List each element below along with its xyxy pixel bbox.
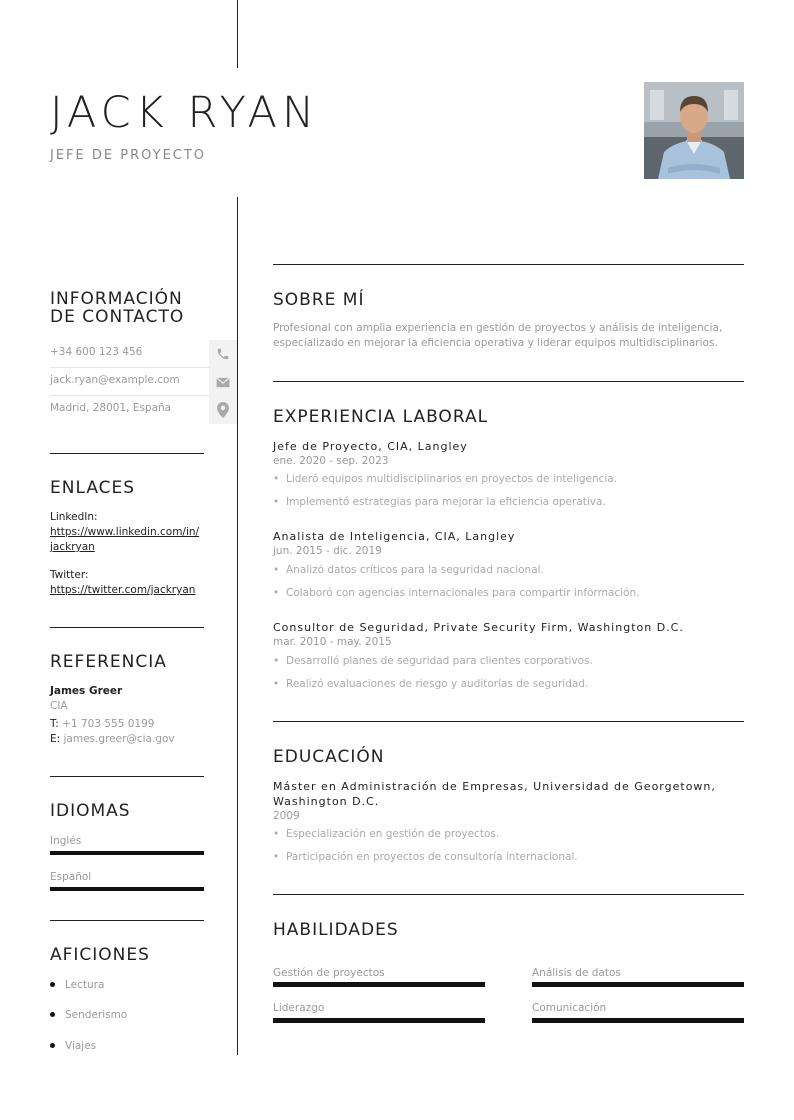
reference-email-label: E: xyxy=(50,733,61,745)
bullet-dot xyxy=(50,1012,55,1017)
linkedin-label: LinkedIn: xyxy=(50,511,98,523)
contact-phone-row xyxy=(50,340,238,368)
twitter-link[interactable]: https://twitter.com/jackryan xyxy=(50,584,196,596)
job-bullet-text: Colaboró con agencias internacionales para compartir información. xyxy=(286,587,640,599)
job-bullet: • Lideró equipos multidisciplinarios en proyectos de inteligencia. xyxy=(273,473,618,485)
candidate-title: JEFE DE PROYECTO xyxy=(50,148,207,163)
job-bullet: • Realizó evaluaciones de riesgo y auditorías de seguridad. xyxy=(273,678,589,690)
section-divider xyxy=(273,721,744,722)
reference-heading: REFERENCIA xyxy=(50,652,167,672)
reference-phone-label: T: xyxy=(50,718,59,730)
contact-email-row xyxy=(50,368,238,396)
section-divider xyxy=(50,776,204,777)
job-bullet-text: Analizó datos críticos para la seguridad nacional. xyxy=(286,564,544,576)
bullet-dot xyxy=(50,982,55,987)
twitter-label: Twitter: xyxy=(50,569,89,581)
profile-photo xyxy=(644,82,744,179)
job-dates: jun. 2015 - dic. 2019 xyxy=(273,545,382,557)
section-divider xyxy=(50,920,204,921)
job-bullet: • Colaboró con agencias internacionales para compartir información. xyxy=(273,587,640,599)
hobby-item xyxy=(50,1040,96,1052)
contact-email: jack.ryan@example.com xyxy=(50,374,180,386)
profile-photo-illustration xyxy=(644,82,744,179)
job-title: Consultor de Seguridad, Private Security Firm, Washington D.C. xyxy=(273,621,684,634)
skill-name: Liderazgo xyxy=(273,1002,325,1014)
contact-address: Madrid, 28001, España xyxy=(50,402,172,414)
candidate-name: JACK RYAN xyxy=(50,88,320,138)
about-heading: SOBRE MÍ xyxy=(273,290,365,310)
education-degree: Máster en Administración de Empresas, Universidad de Georgetown, Washington D.C. xyxy=(273,780,716,808)
education-bullet-text: Especialización en gestión de proyectos. xyxy=(286,828,500,840)
mail-icon xyxy=(209,368,237,396)
skills-heading: HABILIDADES xyxy=(273,920,399,940)
education-bullet: • Participación en proyectos de consultoría internacional. xyxy=(273,851,578,863)
job-bullet: • Analizó datos críticos para la seguridad nacional. xyxy=(273,564,544,576)
skill-level-bar xyxy=(273,982,485,987)
skill-name: Análisis de datos xyxy=(532,967,621,979)
education-year: 2009 xyxy=(273,810,300,822)
job-dates: mar. 2010 - may. 2015 xyxy=(273,636,392,648)
hobby-label: Viajes xyxy=(65,1040,97,1052)
phone-icon xyxy=(209,340,237,368)
language-level-bar xyxy=(50,851,204,855)
languages-heading: IDIOMAS xyxy=(50,801,131,821)
reference-phone: +1 703 555 0199 xyxy=(62,718,155,730)
location-pin-icon xyxy=(209,396,237,424)
reference-org: CIA xyxy=(50,700,68,712)
job-bullet: • Implementó estrategias para mejorar la eficiencia operativa. xyxy=(273,496,606,508)
job-bullet-text: Implementó estrategias para mejorar la eficiencia operativa. xyxy=(286,496,606,508)
linkedin-link[interactable]: https://www.linkedin.com/in/jackryan xyxy=(50,526,200,553)
skill-level-bar xyxy=(532,1018,744,1023)
education-heading: EDUCACIÓN xyxy=(273,747,385,767)
section-divider xyxy=(273,264,744,265)
experience-heading: EXPERIENCIA LABORAL xyxy=(273,407,489,427)
reference-email: james.greer@cia.gov xyxy=(63,733,175,745)
education-bullet-text: Participación en proyectos de consultoría internacional. xyxy=(286,851,578,863)
job-bullet-text: Realizó evaluaciones de riesgo y auditorías de seguridad. xyxy=(286,678,589,690)
hobby-item xyxy=(50,979,104,991)
about-text: Profesional con amplia experiencia en gestión de proyectos y análisis de inteligencia, especializado en mejorar la eficiencia operativa y liderar equipos multidisciplinarios. xyxy=(273,322,723,349)
job-bullet-text: Lideró equipos multidisciplinarios en proyectos de inteligencia. xyxy=(286,473,618,485)
education-bullet: • Especialización en gestión de proyectos. xyxy=(273,828,500,840)
skill-level-bar xyxy=(273,1018,485,1023)
language-name: Inglés xyxy=(50,835,82,847)
section-divider xyxy=(50,453,204,454)
hobby-item xyxy=(50,1009,127,1021)
language-name: Español xyxy=(50,871,92,883)
job-bullet: • Desarrolló planes de seguridad para clientes corporativos. xyxy=(273,655,593,667)
job-title: Jefe de Proyecto, CIA, Langley xyxy=(273,440,468,453)
reference-email-line xyxy=(50,733,204,745)
section-divider xyxy=(273,381,744,382)
section-divider xyxy=(50,627,204,628)
top-vertical-divider xyxy=(237,0,238,68)
section-divider xyxy=(273,894,744,895)
skill-name: Gestión de proyectos xyxy=(273,967,385,979)
contact-address-row xyxy=(50,396,238,424)
links-heading: ENLACES xyxy=(50,478,136,498)
contact-phone: +34 600 123 456 xyxy=(50,346,143,358)
hobby-label: Lectura xyxy=(65,979,105,991)
reference-name: James Greer xyxy=(50,685,123,697)
hobbies-heading: AFICIONES xyxy=(50,945,150,965)
column-vertical-divider xyxy=(237,197,238,1055)
bullet-dot xyxy=(50,1043,55,1048)
job-title: Analista de Inteligencia, CIA, Langley xyxy=(273,530,516,543)
job-bullet-text: Desarrolló planes de seguridad para clientes corporativos. xyxy=(286,655,593,667)
language-level-bar xyxy=(50,887,204,891)
skill-level-bar xyxy=(532,982,744,987)
job-dates: ene. 2020 - sep. 2023 xyxy=(273,455,389,467)
skill-name: Comunicación xyxy=(532,1002,607,1014)
reference-phone-line xyxy=(50,718,204,730)
hobby-label: Senderismo xyxy=(65,1009,128,1021)
contact-heading: INFORMACIÓN DE CONTACTO xyxy=(50,289,185,327)
